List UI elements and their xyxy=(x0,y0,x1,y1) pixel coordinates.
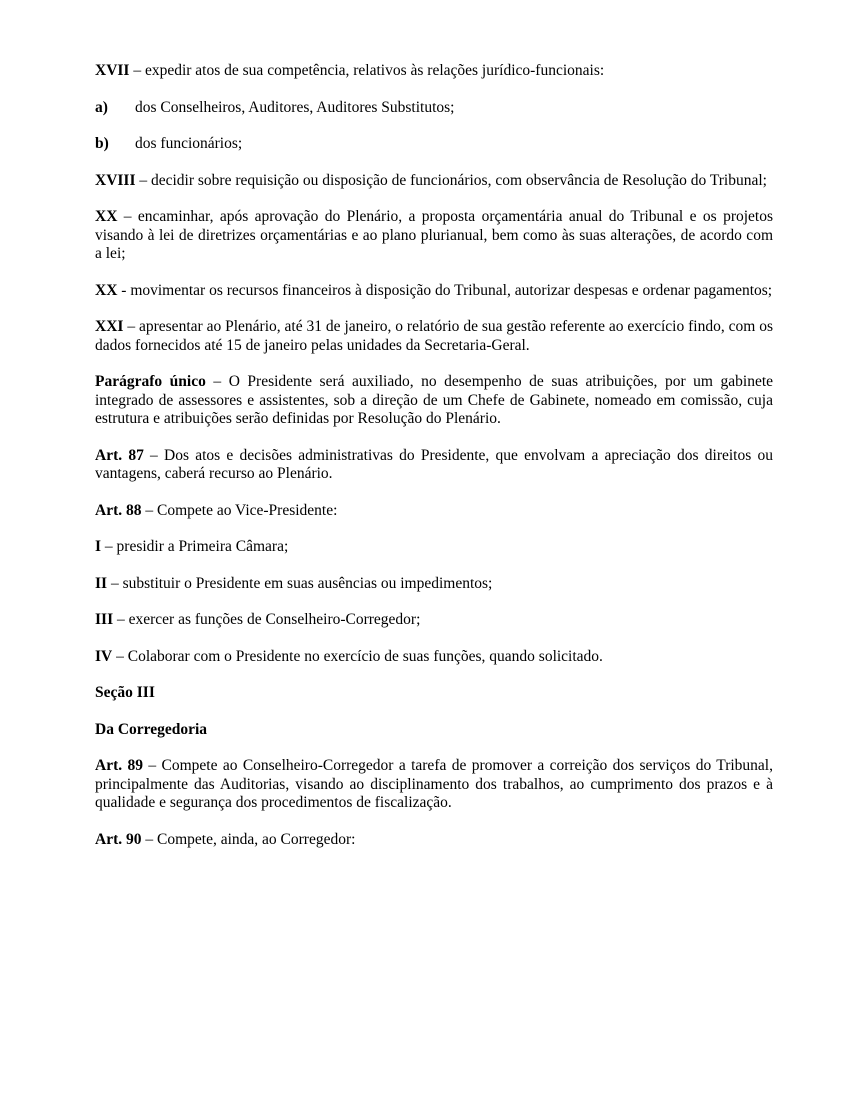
clause-xx-movimentar-text: movimentar os recursos financeiros à disposição do Tribunal, autorizar despesas e ordenar pagamentos; xyxy=(130,281,773,299)
subclause-a-label: a) xyxy=(95,98,108,116)
paragrafo-unico-dash: – xyxy=(213,373,222,390)
article-90-label: Art. 90 xyxy=(95,830,142,848)
item-ii-label: II xyxy=(95,574,108,592)
subclause-a-text: dos Conselheiros, Auditores, Auditores Substitutos; xyxy=(135,98,455,116)
clause-xx-encaminhar xyxy=(95,208,773,264)
article-89-text: Compete ao Conselheiro-Corregedor a tarefa de promover a correição dos serviços do Tribunal, principalmente das Auditorias, visando ao disciplinamento dos trabalhos, ao cumprimento dos prazos e à qualidade e segurança dos procedimentos de fiscalização. xyxy=(95,757,773,811)
item-ii-dash: – xyxy=(110,574,119,592)
clause-xviii-label: XVIII xyxy=(95,171,136,189)
subclause-b xyxy=(95,135,773,154)
clause-xxi-dash: – xyxy=(127,318,136,335)
item-i-label: I xyxy=(95,538,102,555)
clause-xviii-dash: – xyxy=(139,171,148,189)
clause-xviii xyxy=(95,172,773,191)
clause-xx-movimentar-label: XX xyxy=(95,281,118,299)
subclause-b-label: b) xyxy=(95,135,109,152)
article-90-text: Compete, ainda, ao Corregedor: xyxy=(157,830,356,848)
item-iv-label: IV xyxy=(95,647,113,665)
clause-xvii-text: expedir atos de sua competência, relativos às relações jurídico-funcionais: xyxy=(144,62,605,79)
item-ii xyxy=(95,575,773,594)
article-89-dash: – xyxy=(148,757,157,774)
article-88-text: Compete ao Vice-Presidente: xyxy=(157,501,338,519)
item-i-text: presidir a Primeira Câmara; xyxy=(116,538,289,555)
paragrafo-unico-label: Parágrafo único xyxy=(95,373,206,390)
article-90 xyxy=(95,831,773,850)
clause-xvii-label: XVII xyxy=(95,62,130,79)
paragrafo-unico-text: O Presidente será auxiliado, no desempenho de suas atribuições, por um gabinete integrado de assessores e assistentes, sob a direção de um Chefe de Gabinete, nomeado em comissão, cuja estrutura e atribuições serão definidas por Resolução do Plenário. xyxy=(95,373,774,427)
clause-xxi xyxy=(95,318,773,355)
item-iv-text: Colaborar com o Presidente no exercício de suas funções, quando solicitado. xyxy=(127,647,603,665)
clause-xviii-text: decidir sobre requisição ou disposição de funcionários, com observância de Resolução do Tribunal; xyxy=(150,171,767,189)
article-87-dash: – xyxy=(150,446,158,464)
item-iv xyxy=(95,648,773,667)
clause-xx-encaminhar-dash: – xyxy=(123,208,132,225)
item-iii-dash: – xyxy=(116,611,125,628)
item-iii-label: III xyxy=(95,611,114,628)
subclause-a xyxy=(95,99,773,118)
clause-xx-movimentar xyxy=(95,282,773,301)
article-88 xyxy=(95,502,773,521)
clause-xx-encaminhar-label: XX xyxy=(95,208,118,225)
item-iii-text: exercer as funções de Conselheiro-Corregedor; xyxy=(128,611,421,628)
item-ii-text: substituir o Presidente em suas ausências ou impedimentos; xyxy=(122,574,493,592)
item-iii xyxy=(95,611,773,630)
section-subheading: Da Corregedoria xyxy=(95,720,208,738)
clause-xxi-label: XXI xyxy=(95,318,124,335)
article-87 xyxy=(95,447,773,484)
article-89 xyxy=(95,757,773,813)
subclause-b-text: dos funcionários; xyxy=(135,135,243,152)
article-88-dash: – xyxy=(145,501,154,519)
clause-xvii xyxy=(95,62,773,81)
paragrafo-unico xyxy=(95,373,773,429)
article-87-text: Dos atos e decisões administrativas do Presidente, que envolvam a apreciação dos direitos ou vantagens, caberá recurso ao Plenário. xyxy=(95,446,773,482)
article-90-dash: – xyxy=(145,830,154,848)
section-heading: Seção III xyxy=(95,684,155,701)
clause-xx-movimentar-dash: - xyxy=(121,281,127,299)
item-i-dash: – xyxy=(104,538,113,555)
article-89-label: Art. 89 xyxy=(95,757,143,774)
item-i xyxy=(95,538,773,557)
item-iv-dash: – xyxy=(116,647,124,665)
clause-xvii-dash: – xyxy=(133,62,142,79)
article-88-label: Art. 88 xyxy=(95,501,142,519)
article-87-label: Art. 87 xyxy=(95,446,144,464)
clause-xx-encaminhar-text: encaminhar, após aprovação do Plenário, a proposta orçamentária anual do Tribunal e os projetos visando à lei de diretrizes orçamentárias e ao plano plurianual, bem como às suas alterações, de acordo com a lei; xyxy=(95,208,774,262)
clause-xxi-text: apresentar ao Plenário, até 31 de janeiro, o relatório de sua gestão referente ao exercício findo, com os dados fornecidos até 15 de janeiro pelas unidades da Secretaria-Geral. xyxy=(95,318,773,354)
